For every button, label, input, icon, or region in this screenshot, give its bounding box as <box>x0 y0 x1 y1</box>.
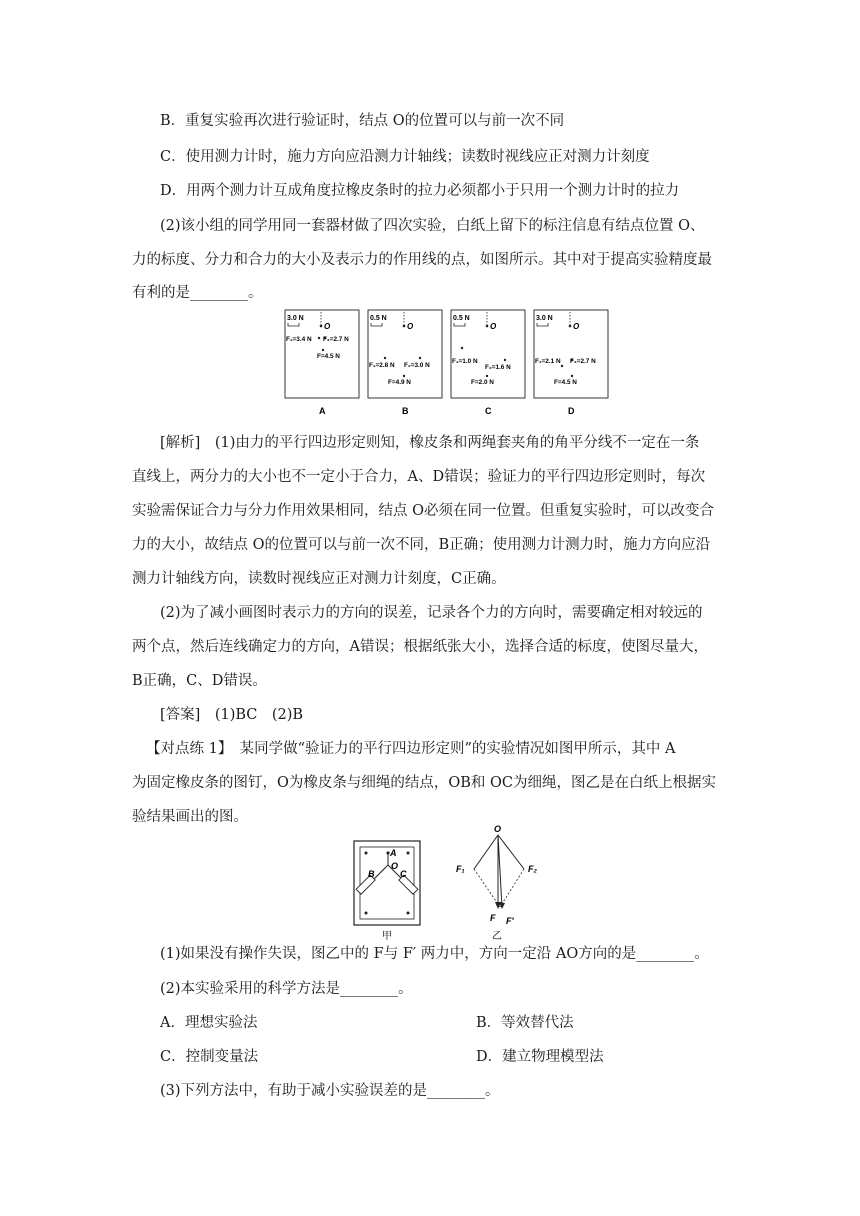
question-2-line-1: (2)该小组的同学用同一套器材做了四次实验，白纸上留下的标注信息有结点位置 O、 <box>160 218 705 234</box>
yi-label-o: O <box>494 825 502 834</box>
answer-line: [答案] (1)BC (2)B <box>160 707 304 723</box>
scale-label: 3.0 N <box>536 315 553 322</box>
question-2: (2)本实验采用的科学方法是________。 <box>160 981 413 997</box>
f2-label: F₂=2.7 N <box>570 358 596 365</box>
panel-label: B <box>402 406 409 416</box>
f1-label: F₁=2.8 N <box>369 362 395 369</box>
node-o-label: O <box>324 322 331 331</box>
practice-1-line-3: 验结果画出的图。 <box>132 809 248 825</box>
scale-bar <box>288 323 299 326</box>
solution-2-line-1: (2)为了减小画图时表示力的方向的误差，记录各个力的方向时，需要确定相对较远的 <box>160 605 703 621</box>
option-b: B．重复实验再次进行验证时，结点 O的位置可以与前一次不同 <box>160 113 565 129</box>
panel-c <box>451 310 525 416</box>
four-experiment-figure <box>283 308 623 418</box>
yi-label-f: F <box>490 913 496 923</box>
panel-b <box>368 310 442 416</box>
yi-label-fprime: F′ <box>506 916 514 926</box>
solution-1-line-2: 直线上，两分力的大小也不一定小于合力，A、D错误；验证力的平行四边形定则时，每次 <box>132 469 706 485</box>
node-o-label: O <box>407 322 414 331</box>
solution-1-line-3: 实验需保证合力与分力作用效果相同，结点 O必须在同一位置。但重复实验时，可以改变合 <box>132 503 714 519</box>
jia-label-a: A <box>390 848 397 858</box>
panel-label: C <box>485 406 492 416</box>
practice-1-line-1: 【对点练 1】 某同学做“验证力的平行四边形定则”的实验情况如图甲所示，其中 A <box>146 741 676 757</box>
f2-label: F₂=3.0 N <box>404 362 430 369</box>
question-2-line-2: 力的标度、分力和合力的大小及表示力的作用线的点，如图所示。其中对于提高实验精度最 <box>132 252 712 268</box>
scale-bar <box>537 323 548 326</box>
solution-2-line-2: 两个点，然后连线确定力的方向，A错误；根据纸张大小，选择合适的标度，使图尽量大， <box>132 639 708 655</box>
apparatus-and-force-figure <box>352 825 592 945</box>
f1-label: F₁=3.4 N <box>286 336 312 343</box>
f1-label: F₁=2.1 N <box>535 358 561 365</box>
yi-label-f1: F₁ <box>456 864 465 874</box>
panel-a <box>285 310 359 416</box>
scale-bar <box>371 323 382 326</box>
f-label: F=2.0 N <box>471 379 494 386</box>
panel-d <box>534 310 608 416</box>
f1-label: F₁=1.0 N <box>452 358 478 365</box>
jia-caption: 甲 <box>382 931 392 942</box>
option-d: D．用两个测力计互成角度拉橡皮条时的拉力必须都小于只用一个测力计时的拉力 <box>160 183 680 199</box>
scale-label: 0.5 N <box>370 315 387 322</box>
apparatus-diagram <box>354 841 420 942</box>
f2-label: F₂=2.7 N <box>323 336 349 343</box>
f2-label: F₂=1.6 N <box>485 364 511 371</box>
f-label: F=4.9 N <box>388 379 411 386</box>
scale-label: 3.0 N <box>287 315 304 322</box>
solution-1-line-4: 力的大小，故结点 O的位置可以与前一次不同，B正确；使用测力计测力时，施力方向应沿 <box>132 537 711 553</box>
option-a-method: A．理想实验法 <box>160 1015 258 1031</box>
jia-label-c: C <box>400 869 407 879</box>
question-2-line-3: 有利的是________。 <box>132 285 263 301</box>
yi-caption: 乙 <box>492 931 502 942</box>
jia-label-b: B <box>368 869 375 879</box>
node-o-label: O <box>490 322 497 331</box>
panel-label: D <box>568 406 575 416</box>
jia-label-o: O <box>391 861 399 871</box>
node-o-label: O <box>573 322 580 331</box>
option-c-method: C．控制变量法 <box>160 1049 259 1065</box>
scale-bar <box>454 323 465 326</box>
f-label: F=4.5 N <box>317 353 340 360</box>
question-3: (3)下列方法中，有助于减小实验误差的是________。 <box>160 1083 500 1099</box>
question-1: (1)如果没有操作失误，图乙中的 F与 F′ 两力中，方向一定沿 AO方向的是________。 <box>160 946 709 962</box>
option-c: C．使用测力计时，施力方向应沿测力计轴线；读数时视线应正对测力计刻度 <box>160 149 650 165</box>
scale-label: 0.5 N <box>453 315 470 322</box>
solution-1-line-1: [解析] (1)由力的平行四边形定则知，橡皮条和两绳套夹角的角平分线不一定在一条 <box>160 435 700 451</box>
f-label: F=4.5 N <box>554 379 577 386</box>
option-d-method: D．建立物理模型法 <box>476 1049 604 1065</box>
solution-1-line-5: 测力计轴线方向，读数时视线应正对测力计刻度，C正确。 <box>132 571 506 587</box>
solution-2-line-3: B正确，C、D错误。 <box>132 673 267 689</box>
panel-label: A <box>319 406 326 416</box>
force-diagram <box>456 825 537 942</box>
practice-1-line-2: 为固定橡皮条的图钉，O为橡皮条与细绳的结点，OB和 OC为细绳，图乙是在白纸上根据实 <box>132 775 717 791</box>
option-b-method: B．等效替代法 <box>476 1015 574 1031</box>
yi-label-f2: F₂ <box>528 864 537 874</box>
